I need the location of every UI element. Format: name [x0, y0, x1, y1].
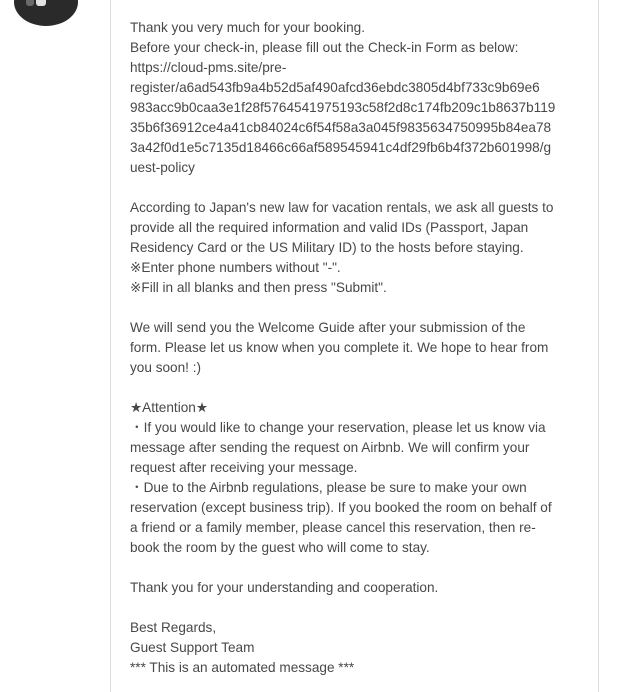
avatar-figure	[26, 0, 34, 6]
host-avatar[interactable]	[14, 0, 78, 26]
message-body: Thank you very much for your booking. Before your check-in, please fill out the Check-in Form as below: https://cloud-pms.site/pre- register/a6ad543fb9a4b52d5af490afcd36ebdc3805d4bf733c9b69e6 983acc9b0caa3e1f28f5764541975193c58f2d8c174fb209c1b8637b119 35b6f36912ce4a41cb84024c6f54f58a3a045f9835634750995b84ea78 3a42f0d1e5c7135d18466c66af589545941c4df29fb6b4f372b601998/g uest-policy According to Japan's new law for vacation rentals, we ask all guests to provide all the required information and valid IDs (Passport, Japan Residency Card or the US Military ID) to the hosts before staying. ※Enter phone numbers without "-". ※Fill in all blanks and then press "Submit". We will send you the Welcome Guide after your submission of the form. Please let us know when you complete it. We hope to hear from you soon! :) ★Attention★ ・If you would like to change your reservation, please let us know via message after sending the request on Airbnb. We will confirm your request after receiving your message. ・Due to the Airbnb regulations, please be sure to make your own reservation (except business trip). If you booked the room on behalf of a friend or a family member, please cancel this reservation, then re- book the room by the guest who will come to stay. Thank you for your understanding and cooperation. Best Regards, Guest Support Team *** This is an automated message ***	[130, 20, 556, 675]
avatar-figure	[36, 0, 46, 6]
